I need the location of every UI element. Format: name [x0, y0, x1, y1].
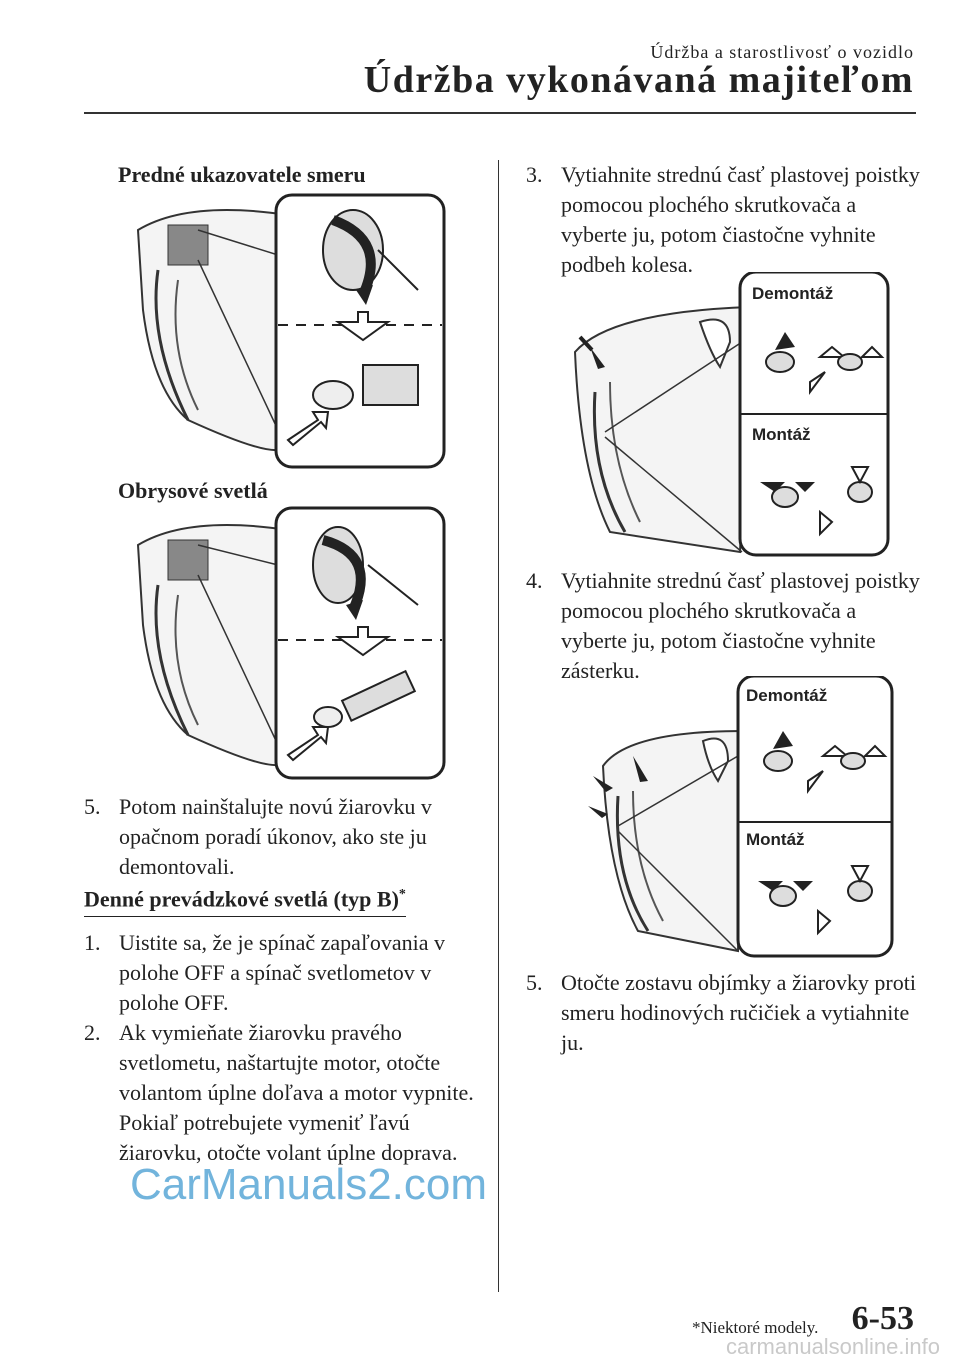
step-number: 2.: [84, 1020, 101, 1045]
right-step-3: [526, 160, 926, 280]
section-title-text: Denné prevádzkové svetlá (typ B): [84, 886, 399, 912]
figure3-label-removal: Demontáž: [752, 284, 834, 303]
page-number: 6-53: [851, 1300, 914, 1337]
figure-side-marker-bulb: [128, 505, 448, 781]
heading-side-markers: Obrysové svetlá: [118, 478, 268, 503]
right-step-4: [526, 566, 926, 686]
right-step-5: [526, 968, 926, 1058]
watermark-carmanuals2: CarManuals2.com: [130, 1160, 488, 1209]
left-step-5: [84, 792, 484, 882]
header-divider: [84, 112, 916, 114]
step-number: 4.: [526, 568, 543, 593]
step-text: Otočte zostavu objímky a žiarovky proti smeru hodinových ručičiek a vytiahnite ju.: [561, 970, 916, 1055]
page-title: Údržba vykonávaná majiteľom: [363, 59, 914, 101]
step-text: Potom nainštalujte novú žiarovku v opačnom poradí úkonov, ako ste ju demontovali.: [119, 794, 432, 879]
step-text: Vytiahnite strednú časť plastovej poistky pomocou plochého skrutkovača a vyberte ju, potom čiastočne vyhnite podbeh kolesa.: [561, 162, 920, 277]
step-text: Ak vymieňate žiarovku pravého svetlometu, naštartujte motor, otočte volantom úplne doľava a motor vypnite. Pokiaľ potrebujete vymeniť ľavú žiarovku, otočte volant úplne doprava.: [119, 1020, 474, 1165]
section-subtitle: Údržba a starostlivosť o vozidlo: [650, 42, 914, 62]
step-number: 5.: [84, 794, 101, 819]
figure-front-turn-signal-bulb: [128, 190, 448, 470]
figure-wheel-liner-clip: [570, 272, 890, 557]
watermark-carmanualsonline: carmanualsonline.info: [725, 1334, 940, 1359]
step-number: 1.: [84, 930, 101, 955]
step-text: Uistite sa, že je spínač zapaľovania v polohe OFF a spínač svetlometov v polohe OFF.: [119, 930, 445, 1015]
heading-front-turn-signals: Predné ukazovatele smeru: [118, 162, 366, 187]
left-step-1: [84, 928, 484, 1018]
model-asterisk: *: [398, 887, 406, 902]
footnote: *Niektoré modely.: [692, 1318, 819, 1337]
figure-mudguard-clip: [578, 676, 894, 958]
left-step-2: [84, 1018, 484, 1168]
figure4-label-removal: Demontáž: [746, 686, 828, 705]
step-number: 5.: [526, 970, 543, 995]
figure3-label-install: Montáž: [752, 425, 811, 444]
section-title-drl: [84, 880, 406, 917]
step-number: 3.: [526, 162, 543, 187]
step-text: Vytiahnite strednú časť plastovej poistky pomocou plochého skrutkovača a vyberte ju, potom čiastočne vyhnite zásterku.: [561, 568, 920, 683]
column-divider: [498, 160, 499, 1292]
figure4-label-install: Montáž: [746, 830, 805, 849]
